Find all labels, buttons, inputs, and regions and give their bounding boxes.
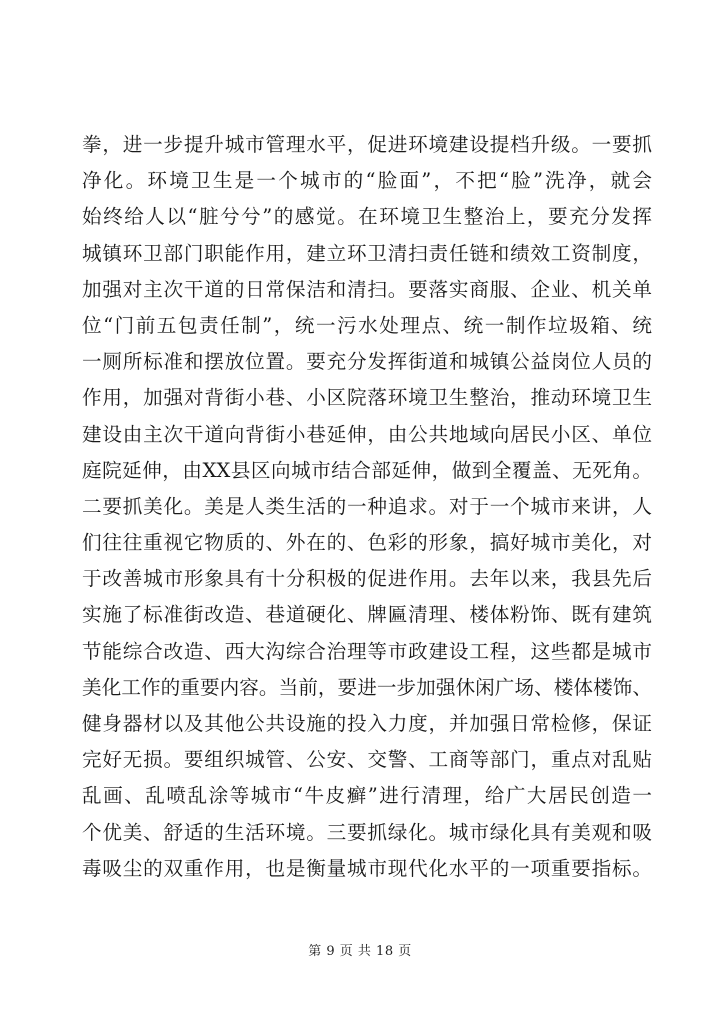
text-line: 节能综合改造、西大沟综合治理等市政建设工程，这些都是城市	[82, 639, 652, 663]
text-line: 们往往重视它物质的、外在的、色彩的形象，搞好城市美化，对	[82, 531, 652, 555]
body-paragraph	[82, 127, 652, 887]
text-line: 完好无损。要组织城管、公安、交警、工商等部门，重点对乱贴	[82, 748, 652, 772]
text-line: 乱画、乱喷乱涂等城市“牛皮癣”进行清理，给广大居民创造一	[82, 784, 652, 808]
text-line: 建设由主次干道向背街小巷延伸，由公共地域向居民小区、单位	[82, 422, 652, 446]
text-line: 于改善城市形象具有十分积极的促进作用。去年以来，我县先后	[82, 567, 652, 591]
text-line: 实施了标准街改造、巷道硬化、牌匾清理、楼体粉饰、既有建筑	[82, 603, 652, 627]
text-line: 美化工作的重要内容。当前，要进一步加强休闲广场、楼体楼饰、	[82, 675, 652, 699]
text-line: 始终给人以“脏兮兮”的感觉。在环境卫生整治上，要充分发挥	[82, 205, 652, 229]
text-line: 毒吸尘的双重作用，也是衡量城市现代化水平的一项重要指标。	[82, 856, 652, 880]
page-number-footer: 第 9 页 共 18 页	[308, 944, 412, 959]
text-line: 净化。环境卫生是一个城市的“脸面”，不把“脸”洗净，就会	[82, 169, 652, 193]
text-line: 拳，进一步提升城市管理水平，促进环境建设提档升级。一要抓	[82, 133, 652, 156]
text-line: 一厕所标准和摆放位置。要充分发挥街道和城镇公益岗位人员的	[82, 350, 652, 374]
text-line: 加强对主次干道的日常保洁和清扫。要落实商服、企业、机关单	[82, 277, 652, 301]
text-line: 二要抓美化。美是人类生活的一种追求。对于一个城市来讲，人	[82, 494, 652, 518]
text-line: 位“门前五包责任制”，统一污水处理点、统一制作垃圾箱、统	[82, 313, 652, 337]
text-line: 健身器材以及其他公共设施的投入力度，并加强日常检修，保证	[82, 712, 652, 735]
text-line: 庭院延伸，由XX县区向城市结合部延伸，做到全覆盖、无死角。	[82, 458, 652, 482]
text-line: 个优美、舒适的生活环境。三要抓绿化。城市绿化具有美观和吸	[82, 820, 652, 844]
text-line: 城镇环卫部门职能作用，建立环卫清扫责任链和绩效工资制度，	[82, 241, 652, 265]
text-line: 作用，加强对背街小巷、小区院落环境卫生整治，推动环境卫生	[82, 386, 652, 410]
